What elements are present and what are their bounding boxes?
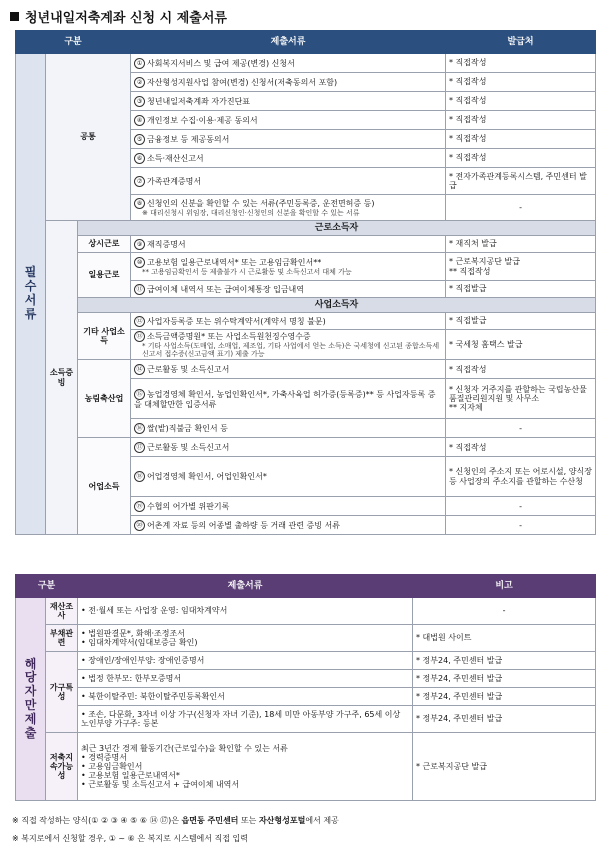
doc-cell xyxy=(78,625,413,652)
conditional-documents-table xyxy=(15,574,596,801)
doc-text: 금융정보 등 제공동의서 xyxy=(147,134,230,144)
issuer-cell: * 직접작성 xyxy=(446,360,596,379)
remark-cell: * 정부24, 주민센터 발급 xyxy=(413,652,596,670)
issuer-cell: * 직접작성 xyxy=(446,111,596,130)
table-row xyxy=(16,313,596,330)
doc-text: 청년내일저축계좌 자가진단표 xyxy=(147,96,251,106)
doc-cell xyxy=(131,130,446,149)
doc-cell xyxy=(131,253,446,281)
table-row xyxy=(16,625,596,652)
doc-note: ※ 대리신청시 위임장, 대리신청인·신청인의 신분을 확인할 수 있는 서류 xyxy=(142,208,360,217)
doc-text: • 임대차계약서(임대보증금 확인) xyxy=(81,638,198,647)
issuer-cell: - xyxy=(446,419,596,438)
category-common: 공통 xyxy=(46,54,131,221)
doc-text: 사회복지서비스 및 급여 제공(변경) 신청서 xyxy=(147,58,295,68)
issuer-text: * 신청자 거주지를 관할하는 국립농산물품질관리원지원 및 사무소 xyxy=(449,384,587,403)
doc-text: 자산형성지원사업 참여(변경) 신청서(저축동의서 포함) xyxy=(147,77,338,87)
group-label-conditional: 해당자만 제출 xyxy=(16,598,46,801)
issuer-cell: * 직접작성 xyxy=(446,438,596,457)
doc-cell xyxy=(131,360,446,379)
doc-text: 근로활동 및 소득신고서 xyxy=(147,364,230,374)
doc-cell xyxy=(131,497,446,516)
category-savings-sustainability: 저축지속가능성 xyxy=(46,733,78,801)
footnote-1 xyxy=(12,815,339,826)
footnote-emphasis: 읍면동 주민센터 xyxy=(181,816,239,825)
number-badge: ⑪ xyxy=(134,284,145,295)
doc-cell: • 장애인/장애인부양: 장애인증명서 xyxy=(78,652,413,670)
issuer-cell: * 직접작성 xyxy=(446,54,596,73)
page-title-text: 청년내일저축계좌 신청 시 제출서류 xyxy=(25,10,227,26)
issuer-cell: * 직접작성 xyxy=(446,149,596,168)
doc-cell xyxy=(131,516,446,535)
doc-cell xyxy=(131,457,446,497)
category-farming: 농림축산업 xyxy=(78,360,131,438)
doc-cell xyxy=(131,419,446,438)
doc-note: ** 고용임금확인서 등 제출불가 시 근로활동 및 소득신고서 대체 가능 xyxy=(142,267,352,276)
doc-text: 수협의 어가별 위판기록 xyxy=(147,501,230,511)
number-badge: ⑳ xyxy=(134,520,145,531)
number-badge: ⑩ xyxy=(134,257,145,268)
issuer-text: * 근로복지공단 발급 xyxy=(449,257,520,267)
number-badge: ⑨ xyxy=(134,239,145,250)
header-issuer: 발급처 xyxy=(446,31,596,54)
doc-text: • 고용임금확인서 xyxy=(81,761,143,771)
doc-cell xyxy=(131,111,446,130)
category-other-business: 기타 사업소득 xyxy=(78,313,131,360)
footnote-text: ※ 직접 작성하는 양식(① ② ③ ④ ⑤ ⑥ ⑭ ⑰)은 xyxy=(12,816,182,825)
category-daily-work: 일용근로 xyxy=(78,253,131,298)
category-debt: 부채관련 xyxy=(46,625,78,652)
doc-cell xyxy=(131,313,446,330)
issuer-cell: * 직접작성 xyxy=(446,73,596,92)
doc-text: • 근로활동 및 소득신고서 + 급여이체 내역서 xyxy=(81,780,240,790)
doc-text: 쌀(밭)직불금 확인서 등 xyxy=(147,423,228,433)
header-category: 구분 xyxy=(16,31,131,54)
doc-text: • 법원판결문*, 화해·조정조서 xyxy=(81,628,185,638)
number-badge: ⑮ xyxy=(134,389,145,400)
doc-text: 급여이체 내역서 또는 급여이체통장 입금내역 xyxy=(147,284,305,294)
doc-text: 소득금액증명원* 또는 사업소득원천징수영수증 xyxy=(147,332,311,341)
remark-cell: * 정부24, 주민센터 발급 xyxy=(413,688,596,706)
remark-cell: * 정부24, 주민센터 발급 xyxy=(413,706,596,733)
doc-text: 어촌계 자료 등의 어종별 출하량 등 거래 관련 증빙 서류 xyxy=(147,520,340,530)
doc-cell: • 법정 한부모: 한부모증명서 xyxy=(78,670,413,688)
issuer-cell: * 직접발급 xyxy=(446,281,596,298)
issuer-cell: - xyxy=(446,516,596,535)
footnote-text: 에서 제공 xyxy=(305,816,339,825)
header-remarks: 비고 xyxy=(413,575,596,598)
table-row xyxy=(16,298,596,313)
number-badge: ④ xyxy=(134,115,145,126)
issuer-cell: * 직접작성 xyxy=(446,130,596,149)
issuer-text: ** 직접작성 xyxy=(449,266,491,276)
doc-cell xyxy=(131,438,446,457)
number-badge: ⑱ xyxy=(134,471,145,482)
doc-cell xyxy=(131,330,446,360)
doc-cell: • 조손, 다문화, 3자녀 이상 가구(신청자 자녀 기준), 18세 미만 아동부양 가구주, 65세 이상 노인부양 가구주: 등본 xyxy=(78,706,413,733)
number-badge: ⑧ xyxy=(134,198,145,209)
doc-cell xyxy=(131,73,446,92)
table-row xyxy=(16,54,596,73)
doc-text: 재직증명서 xyxy=(147,239,186,249)
issuer-cell xyxy=(446,253,596,281)
number-badge: ③ xyxy=(134,96,145,107)
issuer-cell: - xyxy=(446,195,596,221)
table-row xyxy=(16,438,596,457)
table-row xyxy=(16,360,596,379)
footnote-2: ※ 복지로에서 신청할 경우, ① ~ ⑥ 은 복지로 시스템에서 직접 입력 xyxy=(12,834,249,843)
doc-text: 농업경영체 확인서, 농업인확인서*, 가축사육업 허가증(등록증)** 등 사업자등록 증을 대체할만한 입증서류 xyxy=(134,389,436,409)
issuer-cell: * 직접작성 xyxy=(446,92,596,111)
number-badge: ⑥ xyxy=(134,153,145,164)
doc-text: 근로활동 및 소득신고서 xyxy=(147,442,230,452)
doc-note: * 기타 사업소득(도매업, 소매업, 제조업, 기타 사업에서 얻는 소득)은 국세청에 신고된 종합소득세신고서 접수증(신고금액 표기) 제출 가능 xyxy=(142,342,440,359)
number-badge: ⑭ xyxy=(134,364,145,375)
issuer-text: ** 지자체 xyxy=(449,403,483,413)
title-bullet-icon xyxy=(10,12,19,21)
doc-cell xyxy=(131,54,446,73)
doc-text: 신청인의 신분을 확인할 수 있는 서류(주민등록증, 운전면허증 등) xyxy=(147,198,375,208)
table-row xyxy=(16,598,596,625)
doc-cell xyxy=(131,149,446,168)
table-row xyxy=(16,733,596,801)
number-badge: ⑰ xyxy=(134,442,145,453)
number-badge: ⑤ xyxy=(134,134,145,145)
subheader-earned-income: 근로소득자 xyxy=(78,221,596,236)
number-badge: ⑯ xyxy=(134,423,145,434)
issuer-cell: * 국세청 홈택스 발급 xyxy=(446,330,596,360)
remark-cell: * 정부24, 주민센터 발급 xyxy=(413,670,596,688)
table-row xyxy=(16,236,596,253)
category-fishing: 어업소득 xyxy=(78,438,131,535)
issuer-cell: - xyxy=(446,497,596,516)
table-row xyxy=(16,652,596,670)
issuer-cell: * 전자가족관계등록시스템, 주민센터 발급 xyxy=(446,168,596,195)
footnote-text: 또는 xyxy=(238,816,259,825)
category-household: 가구특성 xyxy=(46,652,78,733)
doc-text: • 경력증명서 xyxy=(81,752,127,762)
doc-cell xyxy=(131,236,446,253)
doc-text: 가족관계증명서 xyxy=(147,176,202,186)
remark-cell: * 대법원 사이트 xyxy=(413,625,596,652)
doc-text: 사업자등록증 또는 위수탁계약서(계약서 명칭 불문) xyxy=(147,316,326,326)
table-row xyxy=(16,706,596,733)
table1-header-row xyxy=(16,31,596,54)
doc-cell xyxy=(131,195,446,221)
issuer-cell: * 신청인의 주소지 또는 어로시설, 양식장 등 사업장의 주소지를 관할하는 수산청 xyxy=(446,457,596,497)
number-badge: ② xyxy=(134,77,145,88)
doc-text: 소득·재산신고서 xyxy=(147,153,204,163)
table2-header-row xyxy=(16,575,596,598)
doc-cell xyxy=(131,92,446,111)
number-badge: ⑦ xyxy=(134,176,145,187)
doc-cell xyxy=(78,733,413,801)
number-badge: ⑲ xyxy=(134,501,145,512)
doc-text: 개인정보 수집·이용·제공 동의서 xyxy=(147,115,258,125)
required-documents-table xyxy=(15,30,596,535)
issuer-cell: * 직접발급 xyxy=(446,313,596,330)
remark-cell: - xyxy=(413,598,596,625)
header-documents: 제출서류 xyxy=(131,31,446,54)
table-row xyxy=(16,670,596,688)
doc-cell: • 전·월세 또는 사업장 운영: 임대차계약서 xyxy=(78,598,413,625)
doc-cell xyxy=(131,281,446,298)
group-label-required: 필수서류 xyxy=(16,54,46,535)
table-row xyxy=(16,688,596,706)
number-badge: ① xyxy=(134,58,145,69)
doc-cell xyxy=(131,168,446,195)
remark-cell: * 근로복지공단 발급 xyxy=(413,733,596,801)
subheader-business-income: 사업소득자 xyxy=(78,298,596,313)
page-title xyxy=(10,6,227,26)
doc-text: 고용보험 일용근로내역서* 또는 고용임금확인서** xyxy=(147,257,322,267)
issuer-cell xyxy=(446,379,596,419)
doc-text: 어업경영체 확인서, 어업인확인서* xyxy=(147,472,267,482)
number-badge: ⑬ xyxy=(134,331,145,342)
category-asset-survey: 재산조사 xyxy=(46,598,78,625)
issuer-cell: * 재직처 발급 xyxy=(446,236,596,253)
number-badge: ⑫ xyxy=(134,316,145,327)
category-income-proof: 소득증빙 xyxy=(46,221,78,535)
table-row xyxy=(16,221,596,236)
footnote-emphasis: 자산형성포털 xyxy=(258,816,306,825)
table-row xyxy=(16,253,596,281)
header-category: 구분 xyxy=(16,575,78,598)
doc-text: • 고용보험 일용근로내역서* xyxy=(81,771,180,781)
category-regular-work: 상시근로 xyxy=(78,236,131,253)
doc-cell: • 북한이탈주민: 북한이탈주민등록확인서 xyxy=(78,688,413,706)
header-documents: 제출서류 xyxy=(78,575,413,598)
doc-cell xyxy=(131,379,446,419)
doc-text: 최근 3년간 경제 활동기간(근로일수)을 확인할 수 있는 서류 xyxy=(81,743,288,753)
